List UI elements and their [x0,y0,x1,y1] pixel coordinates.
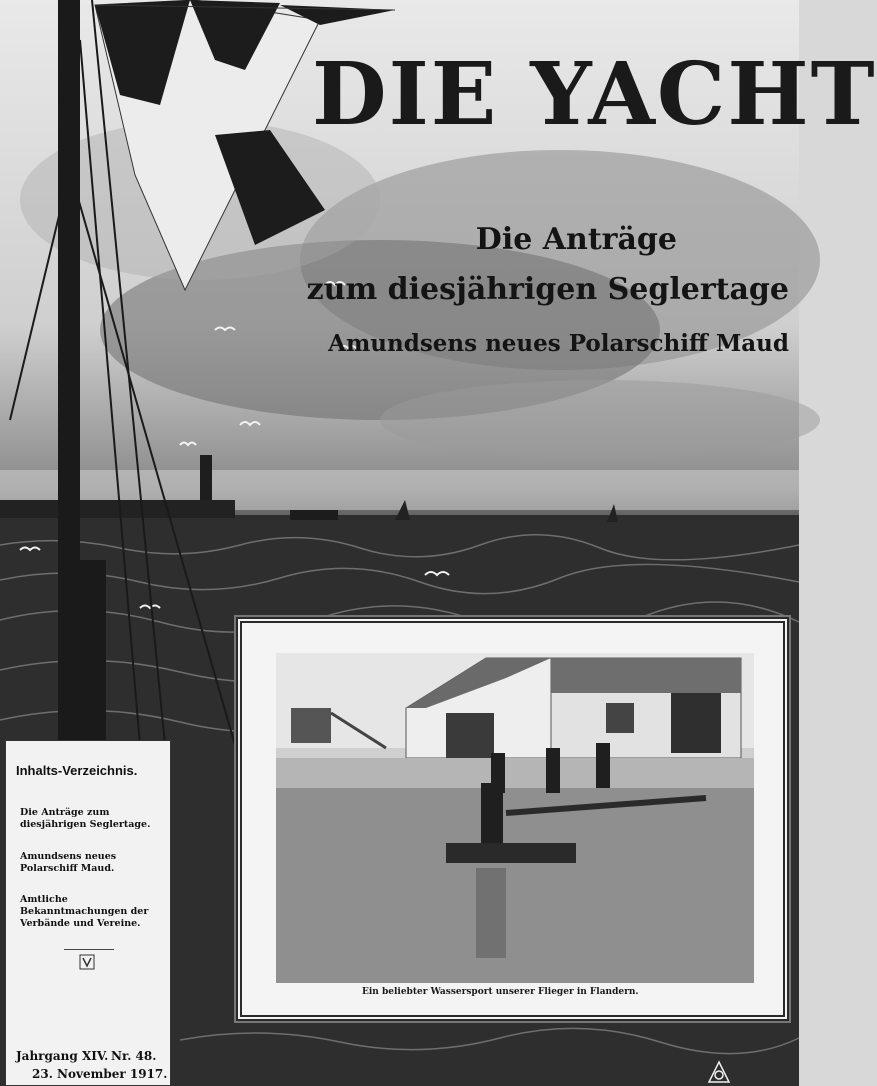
toc-divider [64,949,114,950]
issue-number: Nr. 48. [111,1049,157,1063]
mast-base [80,560,106,745]
roof [551,658,741,693]
issue-date: 23. November 1917. [32,1067,168,1081]
steamer [290,510,338,520]
publisher-logo-icon [78,953,96,971]
window [606,703,634,733]
cloud [380,380,820,460]
headline-2: zum diesjährigen Seglertage [306,272,789,307]
headline-3: Amundsens neues Polarschiff Maud [328,330,789,357]
toc-item: Amundsens neues Polarschiff Maud. [20,851,117,874]
flood-water [276,758,754,983]
lighthouse [200,455,212,500]
headline-1: Die Anträge [475,222,677,257]
photo-frame [236,617,789,1021]
photo-caption: Ein beliebter Wassersport unserer Flieger in Flandern. [362,987,639,997]
issue-volume: Jahrgang XIV. [16,1049,109,1063]
table-of-contents [5,740,171,1086]
publisher-mark-icon [707,1060,731,1084]
photograph [276,653,754,983]
barn-door [446,713,494,758]
toc-title: Inhalts-Verzeichnis. [16,763,138,778]
toc-item: Amtliche Bekanntmachungen der Verbände und Vereine. [20,894,149,929]
barn-door [671,693,721,753]
toc-item: Die Anträge zum diesjährigen Seglertage. [20,807,151,830]
shore [276,758,754,788]
magazine-title: DIE YACHT [312,44,877,145]
pier [0,500,235,518]
shed [291,708,331,743]
boat [446,843,576,863]
mast [58,0,80,745]
reflection [476,868,506,958]
